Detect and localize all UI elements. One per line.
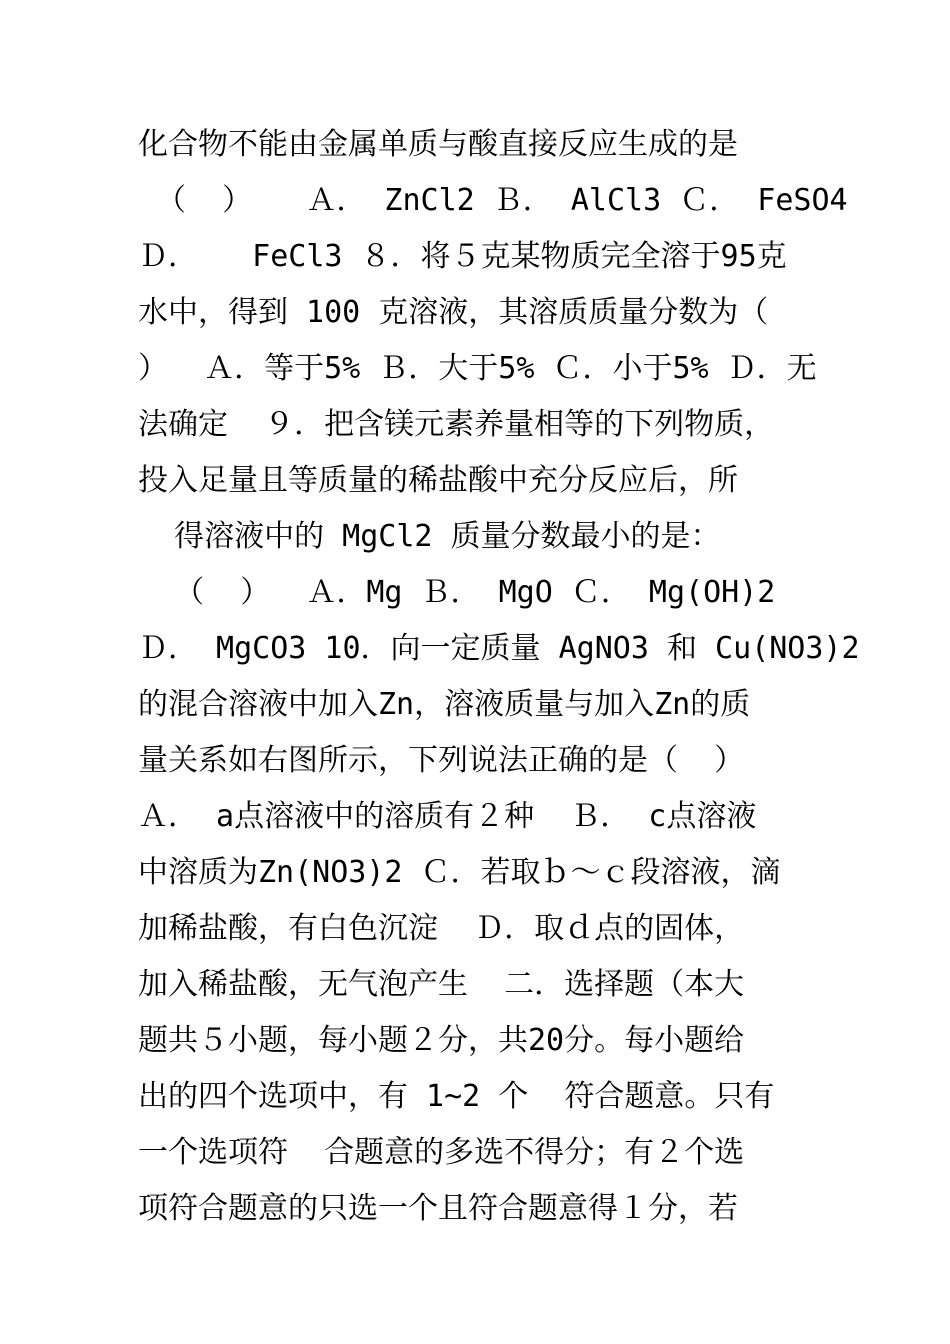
text-line: （ ） Ａ．Mg Ｂ． MgO Ｃ． Mg(OH)2 <box>138 575 776 610</box>
text-line: 一个选项符 合题意的多选不得分；有２个选 <box>138 1135 745 1170</box>
text-line: 出的四个选项中，有 1~2 个 符合题意。只有 <box>138 1079 775 1114</box>
text-line: Ｄ． FeCl3 ８．将５克某物质完全溶于95克 <box>138 239 787 274</box>
text-line: 题共５小题，每小题２分，共20分。每小题给 <box>138 1023 745 1058</box>
text-line: 水中，得到 100 克溶液，其溶质质量分数为（ <box>138 295 769 330</box>
text-line: 项符合题意的只选一个且符合题意得１分，若 <box>138 1191 738 1226</box>
text-line: 投入足量且等质量的稀盐酸中充分反应后，所 <box>138 463 738 498</box>
text-line: 中溶质为Zn(NO3)2 Ｃ．若取ｂ～ｃ段溶液，滴 <box>138 855 781 890</box>
text-line: 加入稀盐酸，无气泡产生 二．选择题（本大 <box>138 967 745 1002</box>
text-line: （ ） Ａ． ZnCl2 Ｂ． AlCl3 Ｃ． FeSO4 <box>138 183 848 218</box>
text-line: 得溶液中的 MgCl2 质量分数最小的是： <box>138 519 721 554</box>
text-line: 法确定 ９．把含镁元素养量相等的下列物质， <box>138 407 775 442</box>
text-line: ） Ａ．等于5% Ｂ．大于5% Ｃ．小于5% Ｄ．无 <box>138 351 817 386</box>
text-line: 量关系如右图所示，下列说法正确的是（ ） <box>138 743 745 778</box>
text-line: 加稀盐酸，有白色沉淀 Ｄ．取ｄ点的固体， <box>138 911 745 946</box>
text-line: Ａ． a点溶液中的溶质有２种 Ｂ． c点溶液 <box>138 799 757 834</box>
text-line: Ｄ． MgCO3 10．向一定质量 AgNO3 和 Cu(NO3)2 <box>138 631 860 666</box>
text-line: 化合物不能由金属单质与酸直接反应生成的是 <box>138 127 738 162</box>
text-line: 的混合溶液中加入Zn，溶液质量与加入Zn的质 <box>138 687 751 722</box>
